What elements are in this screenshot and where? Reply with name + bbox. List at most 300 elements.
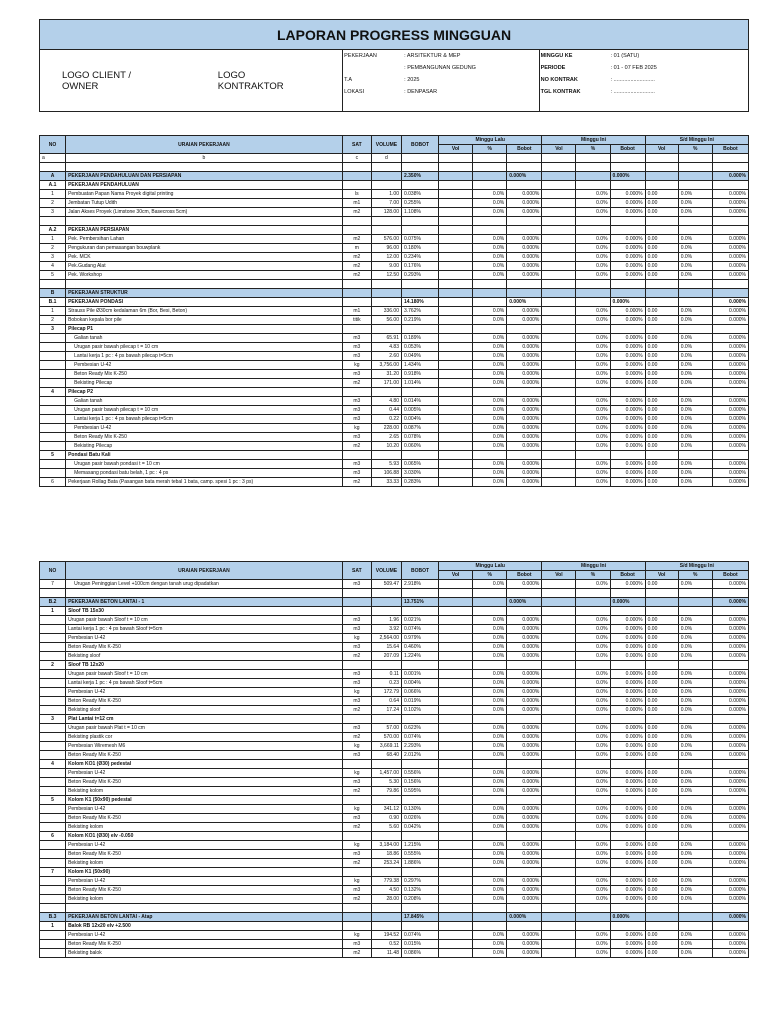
sd-bobot: 0.000% <box>712 433 748 442</box>
item-weight: 0.102% <box>401 706 438 715</box>
idx-cell <box>712 154 748 163</box>
ml-pct <box>473 226 507 235</box>
ml-bobot: 0.000% <box>507 424 542 433</box>
sd-vol <box>645 298 678 307</box>
mi-bobot: 0.000% <box>610 334 645 343</box>
ml-vol <box>439 823 473 832</box>
mi-pct: 0.0% <box>576 616 610 625</box>
ml-vol <box>439 688 473 697</box>
cell <box>645 280 678 289</box>
mi-pct: 0.0% <box>576 478 610 487</box>
ml-vol <box>439 271 473 280</box>
work-item-row <box>40 706 749 715</box>
sd-pct: 0.0% <box>678 307 712 316</box>
item-volume: 5.93 <box>371 460 401 469</box>
item-name: Pembesian Wiremesh M6 <box>66 742 343 751</box>
sd-vol: 0.00 <box>645 235 678 244</box>
sd-bobot: 0.000% <box>712 823 748 832</box>
ml-bobot: 0.000% <box>507 316 542 325</box>
work-item-row <box>40 751 749 760</box>
mi-pct: 0.0% <box>576 643 610 652</box>
item-volume: 12.50 <box>371 271 401 280</box>
item-name: Plat Lantai t=12 cm <box>66 715 343 724</box>
sd-bobot: 0.000% <box>712 634 748 643</box>
work-item-row <box>40 652 749 661</box>
item-unit: m3 <box>342 724 371 733</box>
item-unit: m2 <box>342 478 371 487</box>
sd-pct: 0.0% <box>678 460 712 469</box>
sd-pct <box>678 388 712 397</box>
sd-pct <box>678 181 712 190</box>
work-item-row <box>40 643 749 652</box>
item-no <box>40 643 66 652</box>
ml-pct: 0.0% <box>473 307 507 316</box>
sd-vol: 0.00 <box>645 823 678 832</box>
mi-bobot: 0.000% <box>610 397 645 406</box>
sd-pct: 0.0% <box>678 751 712 760</box>
mi-bobot: 0.000% <box>610 343 645 352</box>
item-name: Kolom K1 (50x90) pedestal <box>66 796 343 805</box>
sd-pct: 0.0% <box>678 697 712 706</box>
info-row <box>540 87 748 99</box>
mi-pct: 0.0% <box>576 262 610 271</box>
sd-bobot: 0.000% <box>712 415 748 424</box>
sd-vol: 0.00 <box>645 742 678 751</box>
index-row <box>40 154 749 163</box>
item-no <box>40 895 66 904</box>
mi-bobot: 0.000% <box>610 814 645 823</box>
item-weight <box>401 325 438 334</box>
item-no: B.2 <box>40 598 66 607</box>
mi-pct <box>576 913 610 922</box>
ml-bobot <box>507 796 542 805</box>
section-row <box>40 661 749 670</box>
ml-vol <box>439 652 473 661</box>
ml-pct <box>473 922 507 931</box>
mi-pct: 0.0% <box>576 634 610 643</box>
ml-vol <box>439 253 473 262</box>
cell <box>576 589 610 598</box>
item-volume: 79.86 <box>371 787 401 796</box>
item-volume <box>371 832 401 841</box>
ml-pct: 0.0% <box>473 931 507 940</box>
ml-pct: 0.0% <box>473 262 507 271</box>
sd-bobot <box>712 181 748 190</box>
item-weight: 0.087% <box>401 424 438 433</box>
sd-bobot: 0.000% <box>712 814 748 823</box>
mi-vol <box>542 724 576 733</box>
ml-pct: 0.0% <box>473 424 507 433</box>
sd-bobot: 0.000% <box>712 208 748 217</box>
cell <box>401 589 438 598</box>
item-weight <box>401 796 438 805</box>
mi-bobot: 0.000% <box>610 931 645 940</box>
section-row <box>40 388 749 397</box>
sd-bobot: 0.000% <box>712 895 748 904</box>
ml-pct: 0.0% <box>473 850 507 859</box>
sd-bobot: 0.000% <box>712 787 748 796</box>
sd-bobot <box>712 796 748 805</box>
item-volume: 65.91 <box>371 334 401 343</box>
ml-pct <box>473 289 507 298</box>
item-no <box>40 814 66 823</box>
item-name: Jembatan Tutup Udith <box>66 199 343 208</box>
mi-bobot <box>610 607 645 616</box>
item-unit: m3 <box>342 670 371 679</box>
sd-bobot: 0.000% <box>712 424 748 433</box>
ml-vol <box>439 478 473 487</box>
info-key: T.A <box>344 77 353 83</box>
item-volume: 0.52 <box>371 940 401 949</box>
item-name: Beton Ready Mix K-250 <box>66 850 343 859</box>
col-bobot-sub: Bobot <box>507 571 542 580</box>
item-unit <box>342 913 371 922</box>
ml-bobot: 0.000% <box>507 949 542 958</box>
item-unit: m3 <box>342 625 371 634</box>
ml-pct <box>473 913 507 922</box>
mi-bobot: 0.000% <box>610 172 645 181</box>
item-unit: m3 <box>342 697 371 706</box>
item-no <box>40 886 66 895</box>
mi-bobot <box>610 388 645 397</box>
item-unit: m3 <box>342 352 371 361</box>
col-vol: Vol <box>439 571 473 580</box>
item-unit <box>342 226 371 235</box>
sd-pct: 0.0% <box>678 352 712 361</box>
sd-pct: 0.0% <box>678 688 712 697</box>
work-item-row <box>40 253 749 262</box>
cell <box>576 280 610 289</box>
item-no <box>40 679 66 688</box>
item-volume: 56.00 <box>371 316 401 325</box>
mi-vol <box>542 580 576 589</box>
item-name: Jalan Akses Proyek (Limstone 30cm, Basecross 5cm) <box>66 208 343 217</box>
mi-pct: 0.0% <box>576 307 610 316</box>
item-volume: 17.24 <box>371 706 401 715</box>
item-volume <box>371 451 401 460</box>
mi-pct: 0.0% <box>576 769 610 778</box>
ml-vol <box>439 289 473 298</box>
mi-pct: 0.0% <box>576 949 610 958</box>
sd-bobot: 0.000% <box>712 307 748 316</box>
item-name: PEKERJAAN BETON LANTAI - 1 <box>66 598 343 607</box>
item-weight: 0.180% <box>401 244 438 253</box>
ml-bobot: 0.000% <box>507 733 542 742</box>
item-weight: 2.350% <box>401 172 438 181</box>
mi-vol <box>542 397 576 406</box>
sd-vol <box>645 796 678 805</box>
mi-vol <box>542 832 576 841</box>
sd-bobot: 0.000% <box>712 805 748 814</box>
spacer-row <box>40 904 749 913</box>
sd-pct: 0.0% <box>678 397 712 406</box>
ml-vol <box>439 787 473 796</box>
section-row <box>40 715 749 724</box>
item-no: 2 <box>40 661 66 670</box>
section-row <box>40 298 749 307</box>
sd-bobot: 0.000% <box>712 751 748 760</box>
sd-bobot: 0.000% <box>712 370 748 379</box>
sd-vol <box>645 922 678 931</box>
mi-vol <box>542 850 576 859</box>
mi-vol <box>542 181 576 190</box>
work-item-row <box>40 478 749 487</box>
report-title: LAPORAN PROGRESS MINGGUAN <box>39 19 749 50</box>
ml-pct: 0.0% <box>473 706 507 715</box>
ml-bobot: 0.000% <box>507 670 542 679</box>
cell <box>678 163 712 172</box>
sd-pct: 0.0% <box>678 823 712 832</box>
header-row <box>40 562 749 571</box>
sd-bobot: 0.000% <box>712 262 748 271</box>
ml-vol <box>439 406 473 415</box>
item-volume: 0.23 <box>371 679 401 688</box>
item-unit <box>342 172 371 181</box>
mi-vol <box>542 796 576 805</box>
item-unit: m3 <box>342 580 371 589</box>
info-key: NO KONTRAK <box>540 77 578 83</box>
sd-pct <box>678 172 712 181</box>
item-weight: 0.015% <box>401 940 438 949</box>
sd-pct <box>678 607 712 616</box>
contract-details <box>540 50 748 111</box>
item-no <box>40 877 66 886</box>
mi-bobot: 0.000% <box>610 886 645 895</box>
sd-pct: 0.0% <box>678 253 712 262</box>
item-unit: m3 <box>342 616 371 625</box>
sd-pct: 0.0% <box>678 949 712 958</box>
mi-vol <box>542 841 576 850</box>
item-no <box>40 733 66 742</box>
ml-vol <box>439 796 473 805</box>
idx-cell <box>678 154 712 163</box>
mi-vol <box>542 172 576 181</box>
sd-vol: 0.00 <box>645 424 678 433</box>
item-weight: 0.004% <box>401 415 438 424</box>
ml-vol <box>439 442 473 451</box>
item-weight: 2.012% <box>401 751 438 760</box>
work-item-row <box>40 670 749 679</box>
mi-vol <box>542 469 576 478</box>
sd-pct <box>678 598 712 607</box>
ml-bobot: 0.000% <box>507 208 542 217</box>
mi-pct <box>576 388 610 397</box>
sd-pct: 0.0% <box>678 859 712 868</box>
mi-pct: 0.0% <box>576 379 610 388</box>
idx-cell <box>439 154 473 163</box>
work-item-row <box>40 949 749 958</box>
item-volume: 207.09 <box>371 652 401 661</box>
sd-pct: 0.0% <box>678 370 712 379</box>
mi-bobot: 0.000% <box>610 379 645 388</box>
mi-bobot: 0.000% <box>610 580 645 589</box>
ml-pct <box>473 868 507 877</box>
item-name: Urugan Peninggian Level +100cm dengan tanah urug dipadatkan <box>66 580 343 589</box>
item-unit: m3 <box>342 940 371 949</box>
sd-bobot: 0.000% <box>712 769 748 778</box>
sd-vol <box>645 172 678 181</box>
sd-pct: 0.0% <box>678 415 712 424</box>
item-volume: 9.00 <box>371 262 401 271</box>
item-no <box>40 625 66 634</box>
mi-vol <box>542 325 576 334</box>
item-weight: 1.108% <box>401 208 438 217</box>
sd-bobot: 0.000% <box>712 235 748 244</box>
item-name: Pekerjaan Rollag Bata (Pasangan bata merah tebal 1 bata, camp. spesi 1 pc : 3 ps) <box>66 478 343 487</box>
item-volume: 172.79 <box>371 688 401 697</box>
ml-pct: 0.0% <box>473 253 507 262</box>
ml-vol <box>439 868 473 877</box>
mi-vol <box>542 379 576 388</box>
work-item-row <box>40 460 749 469</box>
ml-vol <box>439 859 473 868</box>
ml-vol <box>439 661 473 670</box>
mi-bobot: 0.000% <box>610 877 645 886</box>
ml-vol <box>439 769 473 778</box>
mi-bobot: 0.000% <box>610 460 645 469</box>
mi-vol <box>542 760 576 769</box>
mi-vol <box>542 370 576 379</box>
item-volume: 228.00 <box>371 424 401 433</box>
item-name: PEKERJAAN STRUKTUR <box>66 289 343 298</box>
item-no <box>40 343 66 352</box>
col-pct: % <box>678 571 712 580</box>
sd-bobot: 0.000% <box>712 271 748 280</box>
mi-pct <box>576 289 610 298</box>
sd-pct: 0.0% <box>678 190 712 199</box>
item-no: A.2 <box>40 226 66 235</box>
ml-vol <box>439 469 473 478</box>
mi-bobot: 0.000% <box>610 253 645 262</box>
item-name: Galian tanah <box>66 397 343 406</box>
sd-vol: 0.00 <box>645 940 678 949</box>
ml-pct: 0.0% <box>473 751 507 760</box>
mi-pct: 0.0% <box>576 469 610 478</box>
sd-bobot <box>712 868 748 877</box>
info-value: : 01 - 07 FEB 2025 <box>610 65 657 71</box>
item-name: PEKERJAAN PONDASI <box>66 298 343 307</box>
sd-vol: 0.00 <box>645 769 678 778</box>
ml-pct: 0.0% <box>473 949 507 958</box>
ml-bobot <box>507 451 542 460</box>
item-volume <box>371 922 401 931</box>
mi-pct: 0.0% <box>576 625 610 634</box>
sd-pct: 0.0% <box>678 271 712 280</box>
sd-vol: 0.00 <box>645 814 678 823</box>
ml-vol <box>439 298 473 307</box>
mi-vol <box>542 208 576 217</box>
item-no <box>40 670 66 679</box>
cell <box>645 904 678 913</box>
mi-pct: 0.0% <box>576 778 610 787</box>
item-unit: kg <box>342 841 371 850</box>
item-volume: 1.00 <box>371 190 401 199</box>
sd-bobot: 0.000% <box>712 670 748 679</box>
ml-pct: 0.0% <box>473 814 507 823</box>
item-unit: m3 <box>342 433 371 442</box>
sd-bobot: 0.000% <box>712 688 748 697</box>
mi-pct: 0.0% <box>576 460 610 469</box>
item-volume <box>371 172 401 181</box>
progress-table-1 <box>39 135 749 487</box>
sd-pct <box>678 922 712 931</box>
ml-vol <box>439 172 473 181</box>
mi-vol <box>542 823 576 832</box>
ml-vol <box>439 379 473 388</box>
work-item-row <box>40 397 749 406</box>
item-weight: 0.555% <box>401 850 438 859</box>
progress-table-2 <box>39 561 749 958</box>
idx-cell: a <box>40 154 66 163</box>
mi-pct: 0.0% <box>576 751 610 760</box>
work-item-row <box>40 361 749 370</box>
ml-pct: 0.0% <box>473 841 507 850</box>
ml-bobot: 0.000% <box>507 271 542 280</box>
item-no <box>40 652 66 661</box>
col-bobot-sub: Bobot <box>610 571 645 580</box>
sd-bobot <box>712 289 748 298</box>
mi-bobot <box>610 715 645 724</box>
item-no <box>40 697 66 706</box>
col-bobot: BOBOT <box>401 562 438 580</box>
cell <box>712 904 748 913</box>
mi-pct: 0.0% <box>576 190 610 199</box>
mi-bobot: 0.000% <box>610 271 645 280</box>
cell <box>678 280 712 289</box>
ml-vol <box>439 949 473 958</box>
mi-bobot: 0.000% <box>610 598 645 607</box>
item-unit <box>342 868 371 877</box>
section-row <box>40 922 749 931</box>
sd-pct: 0.0% <box>678 787 712 796</box>
sd-pct: 0.0% <box>678 379 712 388</box>
col-vol: Vol <box>542 145 576 154</box>
item-weight: 0.623% <box>401 724 438 733</box>
col-pct: % <box>473 145 507 154</box>
sd-vol: 0.00 <box>645 190 678 199</box>
work-item-row <box>40 769 749 778</box>
ml-vol <box>439 580 473 589</box>
item-volume <box>371 181 401 190</box>
item-unit: titik <box>342 316 371 325</box>
mi-pct <box>576 832 610 841</box>
ml-bobot: 0.000% <box>507 379 542 388</box>
cell <box>473 280 507 289</box>
work-item-row <box>40 370 749 379</box>
ml-bobot: 0.000% <box>507 625 542 634</box>
idx-cell: d <box>371 154 401 163</box>
item-unit <box>342 181 371 190</box>
mi-bobot: 0.000% <box>610 406 645 415</box>
mi-bobot <box>610 325 645 334</box>
sd-bobot: 0.000% <box>712 706 748 715</box>
item-unit: ls <box>342 190 371 199</box>
mi-vol <box>542 805 576 814</box>
info-key: PERIODE <box>540 65 566 71</box>
item-weight <box>401 715 438 724</box>
sd-pct: 0.0% <box>678 769 712 778</box>
item-no <box>40 787 66 796</box>
idx-cell <box>507 154 542 163</box>
item-unit: m2 <box>342 208 371 217</box>
item-weight <box>401 289 438 298</box>
sd-pct: 0.0% <box>678 424 712 433</box>
mi-bobot: 0.000% <box>610 787 645 796</box>
cell <box>473 589 507 598</box>
ml-pct: 0.0% <box>473 769 507 778</box>
item-weight: 0.979% <box>401 634 438 643</box>
item-unit: m3 <box>342 343 371 352</box>
